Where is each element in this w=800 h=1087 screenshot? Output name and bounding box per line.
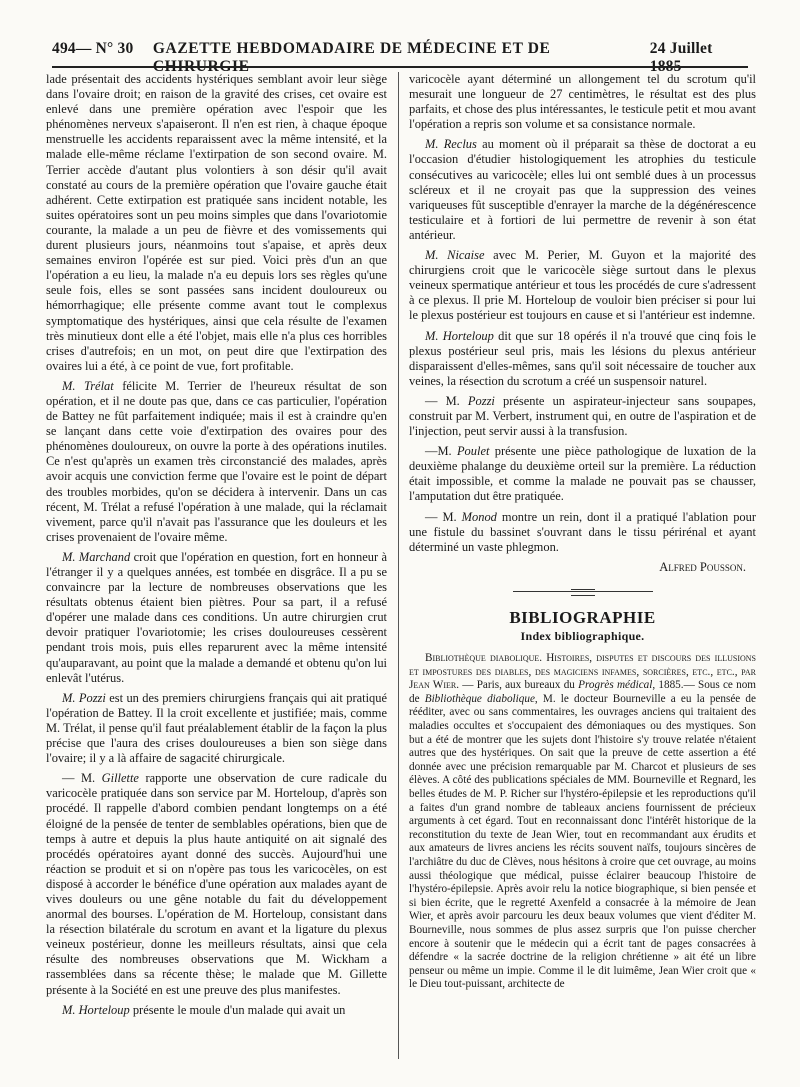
paragraph: M. Marchand croit que l'opération en question, fort en honneur à l'étranger il y a quelques années, est tombée en disgrâce. Il a pu se convaincre par la lecture de nombreuses observations que les résultats obtenus étaient bien piètres. Pour sa part, il a refusé d'opérer une malade dans ces conditions. Un autre chirurgien crut devoir pratiquer l'ovariotomie; les crises douloureuses cessèrent pendant trois mois, puis elles reparurent avec la même intensité qu'auparavant, au point que la malade a demandé et obtenu qu'on lui enlevât l'utérus.	[46, 549, 387, 685]
speaker-name: Monod	[461, 509, 497, 524]
paragraph: varicocèle ayant déterminé un allongement tel du scrotum qu'il mesurait une longueur de 27 centimètres, le résultat est des plus parfaits, et chose des plus intéressantes, le testicule petit et mou avant l'opération a repris son volume et sa consistance normale.	[409, 72, 756, 132]
paragraph: M. Reclus au moment où il préparait sa thèse de doctorat a eu l'occasion d'étudier histologiquement les atrophies du testicule consécutives au varicocèle; elles lui ont semblé dues à un processus scléreux et il ne croyait pas que la suppression des veines variqueuses fût susceptible d'enrayer la marche de la dégénérescence testiculaire et à fortiori de lui permettre de revenir à son état antérieur.	[409, 137, 756, 242]
speaker-name: M. Horteloup	[425, 328, 494, 343]
page-header	[52, 40, 748, 75]
section-separator	[513, 591, 653, 592]
issue-date: 24 Juillet 1885	[649, 40, 713, 75]
speaker-name: M. Pozzi	[62, 690, 106, 705]
paragraph: M. Trélat félicite M. Terrier de l'heureux résultat de son opération, et il ne doute pas que, dans ce cas particulier, l'opération de Battey ne fût parfaitement indiquée; mais il est à craindre qu'en se lançant dans cette voie d'extirpation des ovaires pour des phénomènes douloureux, on ouvre la porte à des opérations inutiles. Ce n'est qu'après un examen très circonstancié des malades, après avoir acquis une conviction ferme que l'ovaire est le point de départ des troubles morbides, qu'on se décidera à intervenir. Dans un cas récent, M. Trélat a refusé l'opération à une malade, qui la réclamait vivement, parce qu'il n'avait pas l'assurance que les douleurs et les crises provenaient de l'ovaire même.	[46, 378, 387, 544]
paragraph: — M. Monod montre un rein, dont il a pratiqué l'ablation pour une fistule du bassinet s'ouvrant dans le tissu périrénal et ayant déterminé un vaste phlegmon.	[409, 509, 756, 554]
issue-number: — N° 30 —	[75, 40, 134, 75]
bibliography-lead: Bibliothèque diabolique. Histoires, disputes et discours des illusions et impostures des diables, des magiciens infames, sorcières, etc., etc., par Jean Wier.	[409, 652, 756, 692]
header-rule	[52, 66, 748, 68]
subsection-title: Index bibliographique.	[520, 629, 645, 643]
speaker-name: Gillette	[101, 771, 139, 786]
speaker-name: M. Trélat	[62, 378, 114, 393]
speaker-name: M. Marchand	[62, 549, 131, 564]
paragraph: —M. Poulet présente une pièce pathologique de luxation de la deuxième phalange du deuxième orteil sur la première. La réduction était impossible, et comme la malade ne pouvait pas se chausser, l'amputation dut être pratiquée.	[409, 444, 756, 504]
paragraph: — M. Pozzi présente un aspirateur-injecteur sans soupapes, construit par M. Verbert, instrument qui, en outre de l'aspiration et de l'injection, peut servir aussi à la transfusion.	[409, 393, 757, 439]
paragraph: — M. Gillette rapporte une observation de cure radicale du varicocèle pratiquée dans son service par M. Horteloup, d'après son procédé. Il rappelle d'abord combien pendant longtemps on a été éloigné de la pensée de tenter de semblables opérations, bien que de temps à autre et depuis la plus haute antiquité on ait signalé des procédés opératoires ayant donné des succès. Aujourd'hui une réaction se produit et si on n'opère pas tous les varicocèles, on est disposé à accorder le bénéfice d'une opération aux malades ayant de vives douleurs ou une gêne notable du fait du développement anormal des bourses. L'opération de M. Horteloup, consistant dans la résection bilatérale du scrotum en avant et la ligature du plexus veineux postérieur, donne les meilleurs résultats, ainsi que cela résulte des nombreuses observations que M. Wickham a rassemblées dans sa récente thèse; le malade que M. Gillette présente à la Société en est une preuve des plus manifestes.	[46, 771, 387, 997]
page-number: 494	[52, 40, 76, 57]
speaker-name: M. Reclus	[425, 137, 477, 152]
left-column	[46, 72, 387, 1023]
speaker-name: Pozzi	[467, 393, 495, 408]
column-divider	[398, 72, 399, 1059]
paragraph: M. Horteloup dit que sur 18 opérés il n'a trouvé que cinq fois le plexus postérieur seul pris, mais les lésions du plexus antérieur disparaissent d'elles-mêmes, sans qu'il soit nécessaire de toucher aux veines, la résection du scrotum a créé un suspensoir naturel.	[409, 328, 756, 388]
paragraph: lade présentait des accidents hystériques semblant avoir leur siège dans l'ovaire droit; en raison de la gravité des crises, cet ovaire est enlevé dans une première opération avec l'espoir que les phénomènes nerveux s'apaiseront. Il n'en est rien, à chaque époque menstruelle les accidents reparaissent avec la même intensité, et la malade elle-même réclame l'extirpation de son second ovaire. M. Terrier accède d'autant plus volontiers à son désir qu'il avait constaté au cours de la première opération que l'ovaire gauche était adhérent. Cette extirpation est pratiquée sans incident notable, les suites opératoires sont un peu moins simples que dans l'ovariotomie courante, la malade a un peu de fièvre et des vomissements qui durent plusieurs jours, néanmoins tout s'apaise, et après deux semaines environ l'opérée est sur pied. Voici près d'un an que l'opération a eu lieu, la malade n'a eu depuis lors ses règles qu'une seule fois, elles se sont passées sans incident douloureux ou hémorrhagique; elle présente comme avant tout le complexus symptomatique des hystériques, ainsi que cela résulte de l'examen très minutieux dont elle a été l'objet, mais elle n'a plus ces horribles crises d'autrefois; en un mot, on peut dire que l'extirpation des ovaires lui a été, à ce point de vue, fort profitable.	[46, 72, 387, 373]
paragraph: M. Pozzi est un des premiers chirurgiens français qui ait pratiqué l'opération de Battey. Il la croit excellente et justifiée; mais, comme M. Trélat, il pense qu'il faut préalablement établir de la façon la plus précise que l'aura des crises douloureuses a bien son siège dans l'ovaire; il y a là affaire de sagacité chirurgicale.	[46, 690, 387, 766]
journal-title: GAZETTE HEBDOMADAIRE DE MÉDECINE ET DE CHIRURGIE	[152, 40, 551, 75]
paragraph: M. Nicaise avec M. Perier, M. Guyon et la majorité des chirurgiens croit que le varicocèle siège surtout dans le plexus veineux spermatique antérieur et tous les procédés de cure s'adressent à ce plexus. Il prie M. Horteloup de vouloir bien préciser si pour lui le plexus postérieur est toujours en cause et si l'antérieur est indemne.	[409, 248, 756, 323]
right-column	[409, 72, 756, 997]
speaker-name: M. Horteloup	[62, 1002, 130, 1017]
section-title: BIBLIOGRAPHIE	[509, 607, 656, 627]
bibliography-entry: Bibliothèque diabolique. Histoires, disputes et discours des illusions et impostures des diables, des magiciens infames, sorcières, etc., etc., par Jean Wier. — Paris, aux bureaux du Progrès médical, 1885.— Sous ce nom de Bibliothèque diabolique, M. le docteur Bourneville a eu la pensée de rééditer, avec ou sans commentaires, les ouvrages anciens qui traitaient des maladies occultes et s'occupaient des démoniaques ou des mystiques. Son but a été de montrer que les sujets dont l'histoire s'y trouve relatée n'étaient autres que des hystériques. On sait que la preuve de cette assertion a été donnée avec une précision remarquable par M. Charcot et plusieurs de ses élèves. A côté des publications spéciales de MM. Bourneville et Regnard, les belles études de M. P. Richer sur l'hystéro-épilepsie et les reproductions qu'il a faites d'un grand nombre de tableaux anciens fournissent de précieux arguments à cet égard. Tout en reconnaissant donc l'intérêt historique de la reconstitution du texte de Jean Wier, tout en recommandant aux érudits et aux amateurs de livres anciens les récits souvent naïfs, toujours sincères de l'archiâtre du duc de Clèves, nous hésitons à croire que cet ouvrage, au moins aussi théologique que médical, puisse éclairer beaucoup l'histoire de l'hystéro-épilepsie. Après avoir relu la notice biographique, si bien pensée et si bien écrite, que le regretté Axenfeld a consacrée à la mémoire de Jean Wier, et après avoir parcouru les deux beaux volumes que vient d'éditer M. Bourneville, nous sommes de plus assez surpris que l'on puisse chercher encore à soutenir que le médecin qui a écrit tant de pages consacrées à défendre « la sacrée doctrine de la religion chrétienne » ait été un libre penseur ou même un impie. Comme il le dit luimême, Jean Wier croit que « le Dieu tout-puissant, architecte de	[409, 652, 756, 991]
paragraph: M. Horteloup présente le moule d'un malade qui avait un	[62, 1002, 346, 1017]
speaker-name: Poulet	[456, 444, 490, 459]
speaker-name: M. Nicaise	[425, 248, 485, 263]
author-signature: Alfred Pousson.	[659, 559, 746, 574]
